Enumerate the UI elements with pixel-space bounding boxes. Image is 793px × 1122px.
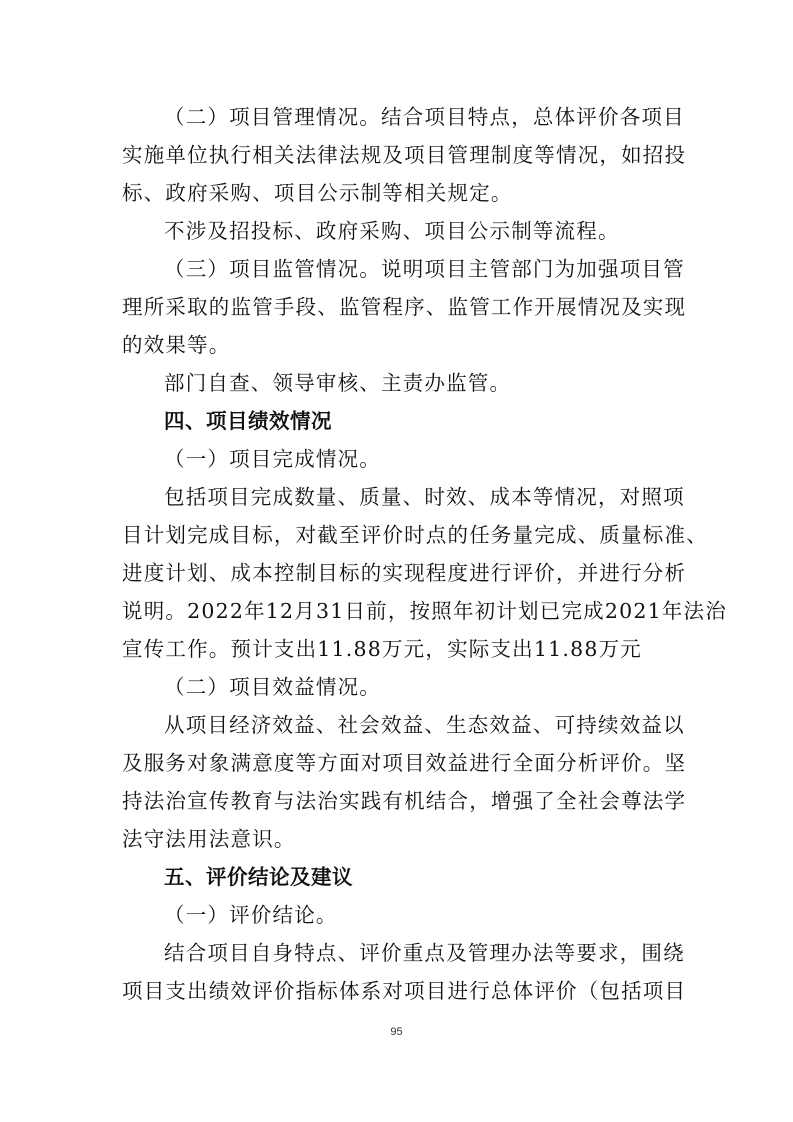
paragraph-line: 及服务对象满意度等方面对项目效益进行全面分析评价。坚 xyxy=(122,751,687,775)
paragraph-line: 结合项目自身特点、评价重点及管理办法等要求，围绕 xyxy=(164,941,685,965)
paragraph-line: 部门自查、领导审核、主责办监管。 xyxy=(164,371,512,395)
paragraph-line: 理所采取的监管手段、监管程序、监管工作开展情况及实现 xyxy=(122,295,687,319)
paragraph-line: 的效果等。 xyxy=(122,333,231,357)
paragraph-line: （三）项目监管情况。说明项目主管部门为加强项目管 xyxy=(164,257,685,281)
paragraph-line: 法守法用法意识。 xyxy=(122,827,296,851)
paragraph-line: （一）项目完成情况。 xyxy=(164,447,381,471)
paragraph-line: 进度计划、成本控制目标的实现程度进行评价，并进行分析 xyxy=(122,561,687,585)
section-heading: 五、评价结论及建议 xyxy=(164,865,353,889)
paragraph-line: 宣传工作。预计支出11.88万元，实际支出11.88万元 xyxy=(122,637,642,661)
paragraph-line: 包括项目完成数量、质量、时效、成本等情况，对照项 xyxy=(164,485,685,509)
paragraph-line: 从项目经济效益、社会效益、生态效益、可持续效益以 xyxy=(164,713,685,737)
section-heading: 四、项目绩效情况 xyxy=(164,409,332,433)
paragraph-line: （二）项目效益情况。 xyxy=(164,675,381,699)
paragraph-line: 持法治宣传教育与法治实践有机结合，增强了全社会尊法学 xyxy=(122,789,687,813)
page-number: 95 xyxy=(390,1026,403,1038)
paragraph-line: 目计划完成目标，对截至评价时点的任务量完成、质量标准、 xyxy=(122,523,708,547)
paragraph-line: （二）项目管理情况。结合项目特点，总体评价各项目 xyxy=(164,105,685,129)
paragraph-line: 标、政府采购、项目公示制等相关规定。 xyxy=(122,181,513,205)
paragraph-line: 不涉及招投标、政府采购、项目公示制等流程。 xyxy=(164,219,620,243)
paragraph-line: 项目支出绩效评价指标体系对项目进行总体评价（包括项目 xyxy=(122,979,687,1003)
paragraph-line: 说明。2022年12月31日前，按照年初计划已完成2021年法治 xyxy=(122,599,727,623)
paragraph-line: 实施单位执行相关法律法规及项目管理制度等情况，如招投 xyxy=(122,143,687,167)
paragraph-line: （一）评价结论。 xyxy=(164,903,338,927)
